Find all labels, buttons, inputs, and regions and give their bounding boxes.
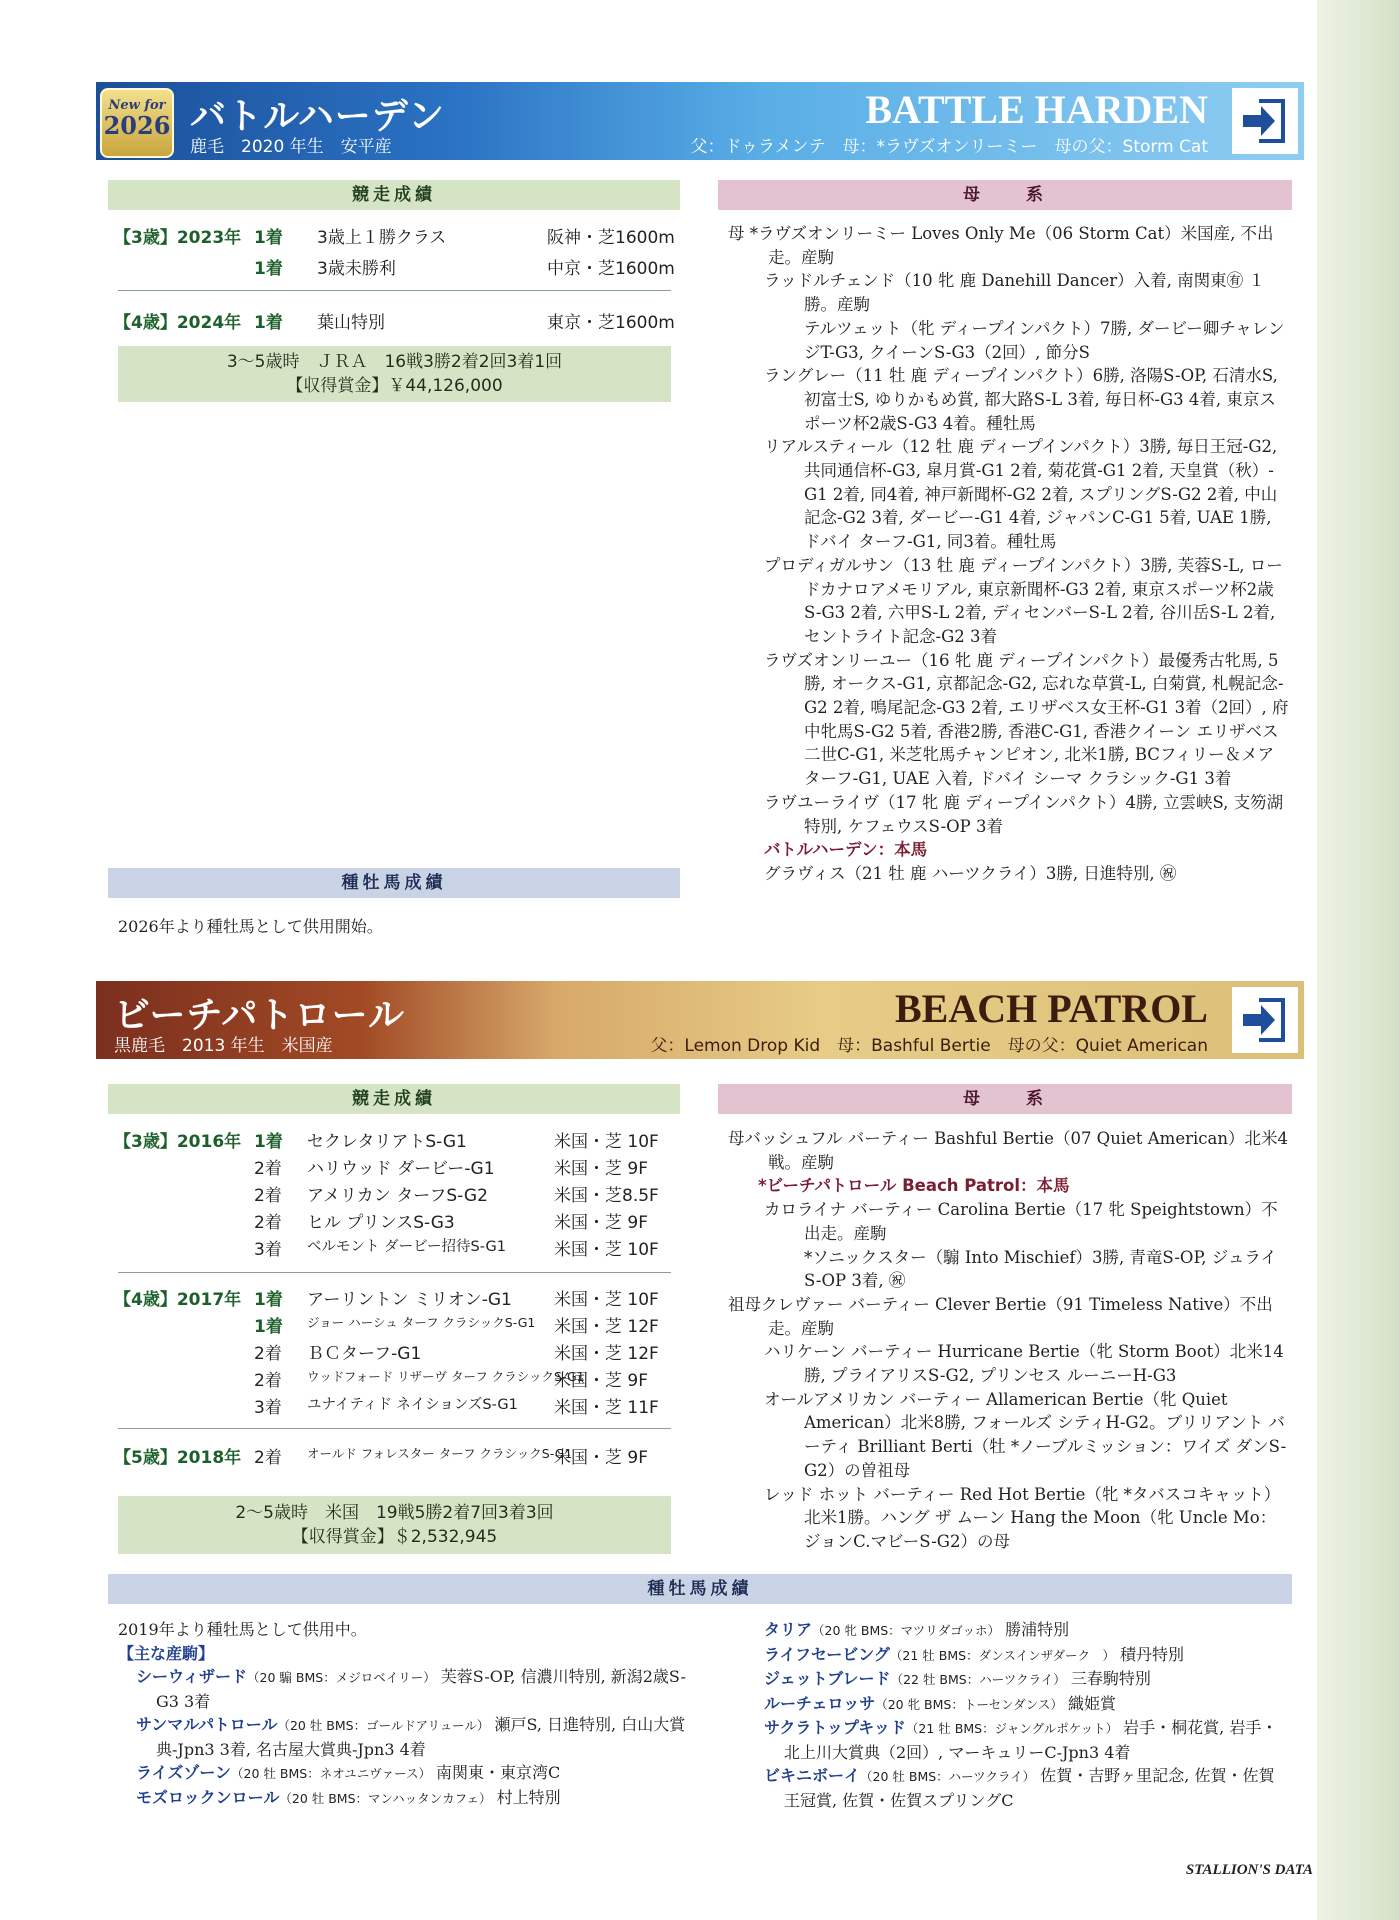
race-row xyxy=(114,254,675,279)
race-row xyxy=(114,1285,674,1310)
progeny-name: ジェットブレード xyxy=(764,1669,891,1688)
dam-entry: 祖母クレヴァー バーティー Clever Bertie（91 Timeless Native）不出走。産駒 xyxy=(728,1294,1273,1338)
horse-parents: 父：ドゥラメンテ 母：*ラヴズオンリーミー 母の父：Storm Cat xyxy=(690,137,1208,157)
race-place: 2着 xyxy=(254,1186,282,1206)
progeny-results: 佐賀・吉野ヶ里記念, 佐賀・佐賀王冠賞, 佐賀・佐賀スプリングC xyxy=(784,1766,1275,1810)
progeny-info: （20 牡 BMS：ゴールドアリュール） xyxy=(277,1718,490,1733)
race-name: 葉山特別 xyxy=(317,313,385,333)
race-name: ウッドフォード リザーヴ ターフ クラシックS-G1 xyxy=(307,1369,585,1384)
dam-entry: グラヴィス（21 牡 鹿 ハーツクライ）3勝, 日進特別, ㊗ xyxy=(764,863,1177,883)
race-venue: 米国・芝 9F xyxy=(554,1159,648,1179)
stud-record-text: 2026年より種牡馬として供用開始。 xyxy=(118,917,383,936)
race-venue: 東京・芝1600m xyxy=(547,313,675,333)
race-year: 【3歳】2023年 xyxy=(114,228,242,248)
dam-entry: ラヴユーライヴ（17 牝 鹿 ディープインパクト）4勝, 立雲峡S, 支笏湖特別, ケフェウスS-OP 3着 xyxy=(764,792,1284,836)
dam-entry-self: バトルハーデン：本馬 xyxy=(764,840,928,860)
dam-entry: プロディガルサン（13 牡 鹿 ディープインパクト）3勝, 芙蓉S-L, ロードカナロアメモリアル, 東京新聞杯-G3 2着, 東京スポーツ杯2歳S-G3 2着, 六甲S-L 2着, ディセンバーS-L 2着, 谷川岳S-L 2着, セントライト記念-G2 3着 xyxy=(764,555,1283,646)
race-venue: 米国・芝 12F xyxy=(554,1344,659,1364)
dam-line-text xyxy=(728,1127,1290,1554)
dam-entry: 母バッシュフル バーティー Bashful Bertie（07 Quiet American）北米4戦。産駒 xyxy=(728,1129,1288,1172)
progeny-results: 芙蓉S-OP, 信濃川特別, 新潟2歳S-G3 3着 xyxy=(156,1667,686,1711)
race-name: 3歳未勝利 xyxy=(317,259,396,279)
race-venue: 米国・芝 11F xyxy=(554,1398,659,1418)
progeny-item xyxy=(746,1667,1286,1692)
race-venue: 米国・芝 10F xyxy=(554,1290,659,1310)
race-record-header: 競走成績 xyxy=(108,1084,680,1114)
progeny-results: 南関東・東京湾C xyxy=(436,1763,561,1782)
progeny-results: 村上特別 xyxy=(496,1787,561,1807)
earnings: 【収得賞金】＄2,532,945 xyxy=(291,1527,498,1547)
race-year: 【4歳】2024年 xyxy=(114,313,242,333)
race-place: 3着 xyxy=(254,1398,282,1418)
race-venue: 中京・芝1600m xyxy=(547,259,675,279)
race-place: 3着 xyxy=(254,1240,282,1260)
dam-entry: ラッドルチェンド（10 牝 鹿 Danehill Dancer）入着, 南関東㊒ １勝。産駒 xyxy=(764,271,1265,315)
progeny-name: サンマルパトロール xyxy=(136,1715,278,1734)
progeny-name: ビキニボーイ xyxy=(764,1766,861,1785)
race-name: ヒル プリンスS-G3 xyxy=(307,1213,455,1233)
race-name: 3歳上１勝クラス xyxy=(317,228,447,248)
new-for-badge xyxy=(100,88,174,158)
race-row xyxy=(114,1208,674,1233)
horse-subtitle: 鹿毛 2020 年生 安平産 xyxy=(190,137,392,157)
progeny-name: サクラトップキッド xyxy=(764,1718,906,1737)
progeny-info: （20 牡 BMS：マンハッタンカフェ） xyxy=(279,1790,492,1806)
dam-entry: リアルスティール（12 牡 鹿 ディープインパクト）3勝, 毎日王冠-G2, 共同通信杯-G3, 皐月賞-G1 2着, 菊花賞-G1 2着, 天皇賞（秋）-G1 2着, 同4着, 神戸新聞杯-G2 2着, スプリングS-G2 2着, 中山記念-G2 3着, ダービー-G1 4着, ジャパンC-G1 5着, UAE 1勝, ドバイ ターフ-G1, 同3着。種牡馬 xyxy=(764,437,1278,552)
career-record: 3～5歳時 ＪＲＡ 16戦3勝2着2回3着1回 xyxy=(226,352,563,372)
divider xyxy=(118,290,671,291)
progeny-name: モズロックンロール xyxy=(136,1787,280,1807)
dam-entry: オールアメリカン バーティー Allamerican Bertie（牝 Quiet American）北米8勝, フォールズ シティH-G2。ブリリアント バーティ Brilliant Berti（牡 *ノーブルミッション：ワイズ ダンS-G2）の曽祖母 xyxy=(764,1389,1287,1480)
race-row xyxy=(114,1181,674,1206)
race-row xyxy=(114,1154,674,1179)
race-name: ユナイティド ネイションズS-G1 xyxy=(307,1397,518,1413)
race-venue: 米国・芝 9F xyxy=(554,1213,648,1233)
race-venue: 米国・芝 10F xyxy=(554,1132,659,1152)
horse-name-en: BEACH PATROL xyxy=(895,986,1208,1031)
race-year: 【3歳】2016年 xyxy=(114,1132,242,1152)
race-name: ハリウッド ダービー-G1 xyxy=(307,1159,495,1179)
race-name: アメリカン ターフS-G2 xyxy=(307,1186,488,1206)
race-row xyxy=(114,1339,674,1364)
progeny-item xyxy=(118,1761,688,1786)
race-year: 【5歳】2018年 xyxy=(114,1448,242,1468)
race-place: 1着 xyxy=(254,259,283,279)
divider xyxy=(118,1272,671,1273)
progeny-name: タリア xyxy=(764,1620,813,1639)
divider xyxy=(118,1428,671,1429)
race-venue: 米国・芝 10F xyxy=(554,1240,659,1260)
progeny-info: （22 牡 BMS：ハーツクライ） xyxy=(890,1672,1066,1687)
progeny-results: 織姫賞 xyxy=(1067,1693,1116,1713)
progeny-info: （20 牡 BMS：ネオユニヴァース） xyxy=(231,1766,431,1781)
progeny-item xyxy=(746,1618,1286,1643)
race-row xyxy=(114,1127,674,1152)
progeny-list xyxy=(746,1618,1286,1812)
progeny-name: ルーチェロッサ xyxy=(764,1693,876,1713)
race-name: アーリントン ミリオン-G1 xyxy=(307,1290,512,1310)
footer-label: STALLION'S DATA xyxy=(1185,1862,1313,1878)
stud-record-text: 2019年より種牡馬として供用中。 xyxy=(118,1620,367,1639)
dam-entry-self: *ビーチパトロール Beach Patrol：本馬 xyxy=(758,1176,1070,1196)
progeny-results: 三春駒特別 xyxy=(1070,1669,1151,1688)
progeny-name: シーウィザード xyxy=(136,1667,248,1686)
dam-line-header: 母 系 xyxy=(718,180,1292,210)
career-summary xyxy=(118,346,671,402)
main-progeny-header: 【主な産駒】 xyxy=(118,1643,215,1663)
horse-header-battle-harden xyxy=(96,82,1304,160)
horse-name-jp: ビーチパトロール xyxy=(114,995,405,1036)
dam-entry: 母 *ラヴズオンリーミー Loves Only Me（06 Storm Cat）米国産, 不出走。産駒 xyxy=(728,224,1274,267)
progeny-results: 瀬戸S, 日進特別, 白山大賞典-Jpn3 3着, 名古屋大賞典-Jpn3 4着 xyxy=(156,1715,686,1759)
dam-entry: ラングレー（11 牡 鹿 ディープインパクト）6勝, 洛陽S-OP, 石清水S, 初富士S, ゆりかもめ賞, 都大路S-L 3着, 毎日杯-G3 4着, 東京スポーツ杯2歳S-G3 4着。種牡馬 xyxy=(764,366,1278,433)
progeny-item xyxy=(746,1643,1286,1668)
dam-entry: レッド ホット バーティー Red Hot Bertie（牝 *タバスコキャット）北米1勝。ハング ザ ムーン Hang the Moon（牝 Uncle Mo：ジョンC.マビーS-G2）の母 xyxy=(764,1484,1281,1551)
dam-entry: テルツェット（牝 ディープインパクト）7勝, ダービー卿チャレンジT-G3, クイーンS-G3（2回）, 節分S xyxy=(804,318,1285,362)
race-venue: 米国・芝 9F xyxy=(554,1448,648,1468)
horse-header-beach-patrol xyxy=(96,981,1304,1059)
progeny-item xyxy=(746,1692,1286,1717)
progeny-info: （20 牝 BMS：マツリダゴッホ） xyxy=(812,1623,1001,1638)
race-row xyxy=(114,223,675,248)
progeny-info: （20 騸 BMS：メジロベイリー） xyxy=(247,1670,436,1685)
race-venue: 米国・芝8.5F xyxy=(554,1186,659,1206)
race-place: 1着 xyxy=(254,1317,283,1337)
detail-link-button[interactable] xyxy=(1232,987,1298,1053)
race-place: 1着 xyxy=(254,313,283,333)
race-name: オールド フォレスター ターフ クラシックS-G1 xyxy=(307,1446,573,1461)
progeny-item xyxy=(118,1665,688,1713)
race-name: ジョー ハーシュ ターフ クラシックS-G1 xyxy=(307,1315,536,1330)
horse-parents: 父：Lemon Drop Kid 母：Bashful Bertie 母の父：Quiet American xyxy=(650,1036,1208,1056)
race-record-header: 競走成績 xyxy=(108,180,680,210)
race-place: 1着 xyxy=(254,228,283,248)
race-row xyxy=(114,308,674,332)
progeny-item xyxy=(118,1713,688,1761)
career-summary xyxy=(118,1496,671,1554)
dam-line-header: 母 系 xyxy=(718,1084,1292,1114)
earnings: 【収得賞金】￥44,126,000 xyxy=(286,376,503,396)
dam-entry: ラヴズオンリーユー（16 牝 鹿 ディープインパクト）最優秀古牝馬, 5勝, オークス-G1, 京都記念-G2, 忘れな草賞-L, 白菊賞, 札幌記念-G2 2着, 鳴尾記念-G3 2着, エリザベス女王杯-G1 3着（2回）, 府中牝馬S-G2 5着, 香港2勝, 香港C-G1, 香港クイーン エリザベス二世C-G1, 米芝牝馬チャンピオン, 北米1勝, BCフィリー＆メア ターフ-G1, UAE 入着, ドバイ シーマ クラシック-G1 3着 xyxy=(764,650,1289,789)
dam-entry: *ソニックスター（騸 Into Mischief）3勝, 青竜S-OP, ジュライS-OP 3着, ㊗ xyxy=(804,1247,1277,1291)
race-row xyxy=(114,1443,674,1468)
progeny-info: （21 牡 BMS：ダンスインザダーク ） xyxy=(889,1647,1115,1663)
stud-record-header: 種牡馬成績 xyxy=(108,1574,1292,1604)
race-row xyxy=(114,1366,674,1391)
race-name: ベルモント ダービー招待S-G1 xyxy=(307,1239,506,1255)
arrow-link-icon xyxy=(1239,994,1291,1046)
horse-subtitle: 黒鹿毛 2013 年生 米国産 xyxy=(114,1036,333,1056)
race-place: 2着 xyxy=(254,1344,282,1364)
dam-line-text xyxy=(728,222,1290,886)
race-place: 2着 xyxy=(254,1159,282,1179)
progeny-info: （20 牡 BMS：ハーツクライ） xyxy=(860,1769,1036,1784)
race-row xyxy=(114,1312,674,1337)
horse-name-jp: バトルハーデン xyxy=(190,96,446,137)
stud-record-header: 種牡馬成績 xyxy=(108,868,680,898)
race-name: セクレタリアトS-G1 xyxy=(307,1132,467,1152)
race-place: 1着 xyxy=(254,1132,283,1152)
race-venue: 米国・芝 9F xyxy=(554,1371,648,1391)
race-place: 2着 xyxy=(254,1213,282,1233)
race-row xyxy=(114,1393,674,1418)
progeny-results: 岩手・桐花賞, 岩手・北上川大賞典（2回）, マーキュリーC-Jpn3 4着 xyxy=(784,1718,1278,1762)
arrow-link-icon xyxy=(1239,95,1291,147)
progeny-name: ライフセービング xyxy=(764,1644,890,1664)
progeny-results: 勝浦特別 xyxy=(1005,1620,1070,1639)
race-year: 【4歳】2017年 xyxy=(114,1290,242,1310)
detail-link-button[interactable] xyxy=(1232,88,1298,154)
dam-entry: ハリケーン バーティー Hurricane Bertie（牝 Storm Boot）北米14勝, プライアリスS-G2, プリンセス ルーニーH-G3 xyxy=(764,1342,1284,1386)
career-record: 2～5歳時 米国 19戦5勝2着7回3着3回 xyxy=(235,1503,554,1523)
progeny-results: 積丹特別 xyxy=(1120,1644,1185,1664)
race-row xyxy=(114,1235,674,1260)
race-venue: 米国・芝 12F xyxy=(554,1317,659,1337)
badge-year: 2026 xyxy=(103,111,171,140)
progeny-name: ライズゾーン xyxy=(136,1763,232,1782)
race-name: ＢＣターフ-G1 xyxy=(307,1344,422,1364)
progeny-list xyxy=(118,1665,688,1810)
progeny-info: （21 牡 BMS：ジャングルポケット） xyxy=(905,1721,1119,1736)
progeny-right xyxy=(746,1618,1286,1812)
progeny-left xyxy=(118,1618,688,1810)
progeny-item xyxy=(746,1764,1286,1812)
race-venue: 阪神・芝1600m xyxy=(547,228,675,248)
race-place: 1着 xyxy=(254,1290,283,1310)
progeny-item xyxy=(118,1786,688,1811)
progeny-info: （20 牝 BMS：トーセンダンス） xyxy=(875,1696,1063,1712)
badge-label: New for xyxy=(108,98,166,113)
dam-entry: カロライナ バーティー Carolina Bertie（17 牝 Speightstown）不出走。産駒 xyxy=(764,1200,1278,1243)
race-place: 2着 xyxy=(254,1448,282,1468)
horse-name-en: BATTLE HARDEN xyxy=(865,87,1208,132)
race-place: 2着 xyxy=(254,1371,282,1391)
page-side-strip xyxy=(1317,0,1399,1920)
progeny-item xyxy=(746,1716,1286,1764)
